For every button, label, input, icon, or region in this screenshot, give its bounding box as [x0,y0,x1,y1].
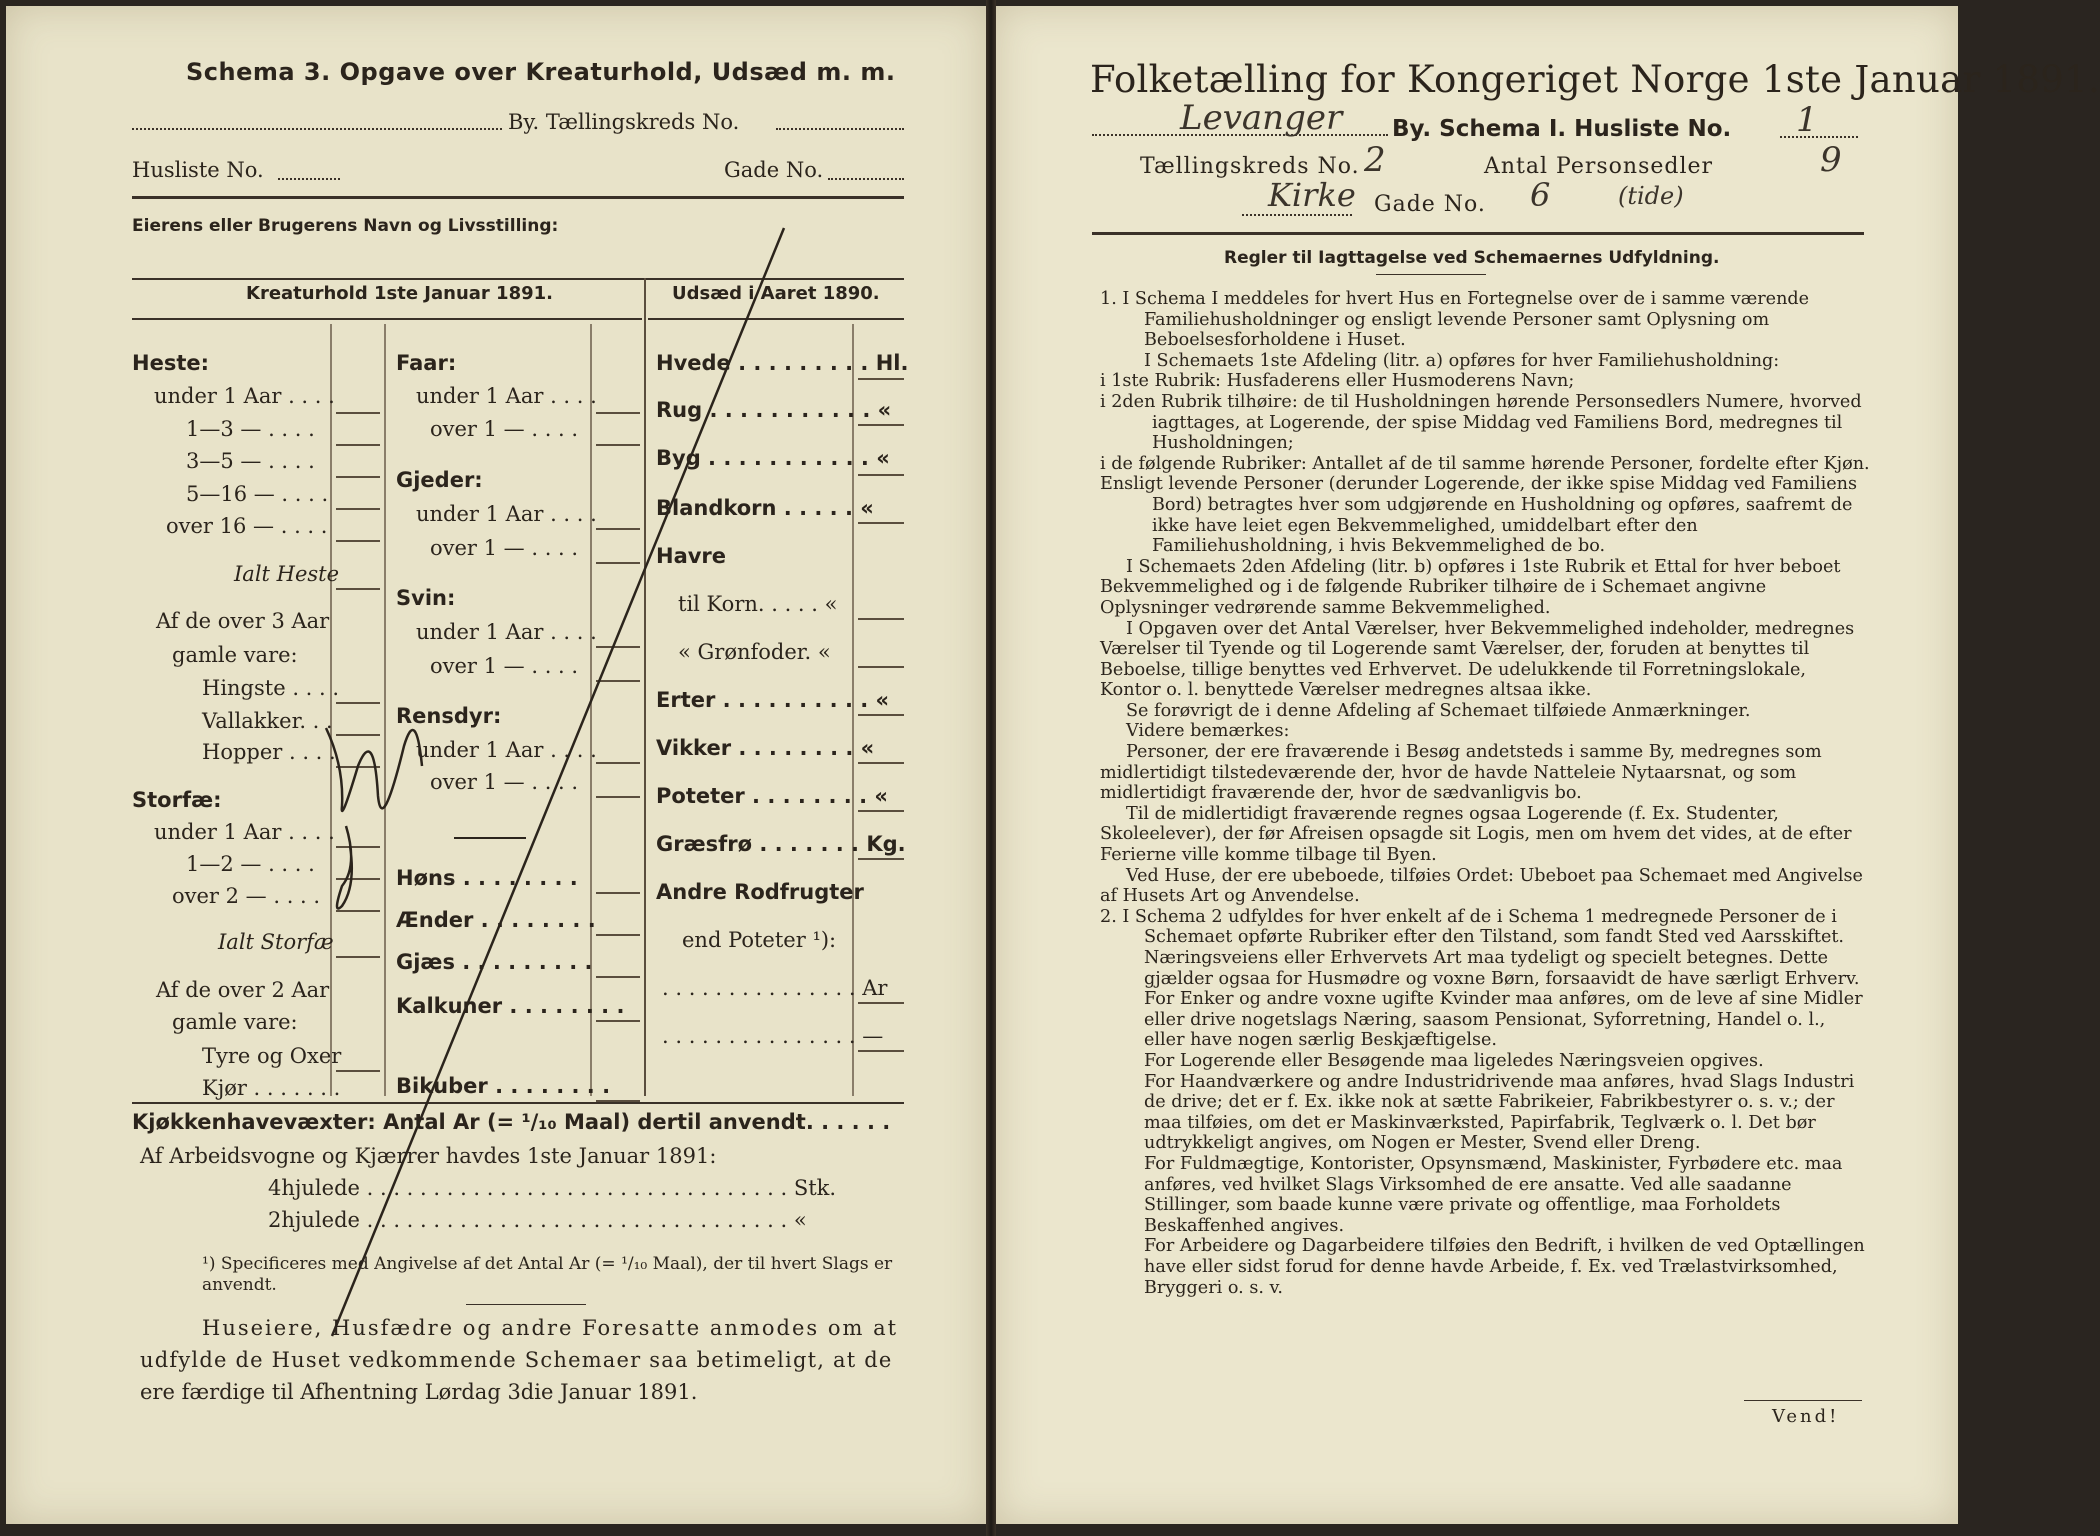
rule-paragraph: Ensligt levende Personer (derunder Logerende, der ikke spise Middag ved Familiens Bord) betragtes hver som udgjørende en Husholdning og opføres, saafremt de ikke have leiet egen Bekvemmelighed, umiddelbart efter den Familiehusholdning, i hvis Bekvemmelighed de bo. [1100,474,1857,557]
right-page-schema-1 [996,6,2100,1524]
crop-row: Byg . . . . . . . . . . . « [656,446,890,470]
to-hjulede: 2hjulede . . . . . . . . . . . . . . . . . . . . . . . . . . . . . . . . « [268,1208,807,1232]
kjokken-text: Kjøkkenhavevæxter: Antal Ar (= ¹/₁₀ Maal) dertil anvendt. . . . . . [132,1110,891,1134]
fire-hjulede: 4hjulede . . . . . . . . . . . . . . . . . . . . . . . . . . . . . . . . Stk. [268,1176,837,1200]
right-line2b: Antal Personsedler [1484,154,1714,179]
rule-paragraph: Personer, der ere fraværende i Besøg andetsteds i samme By, medregnes som midlertidigt tilstedeværende der, hvor de havde Natteleie Nytaarsnat, og som midlertidigt fraværende der, hvor de sædvanligvis bo. [1100,742,1822,804]
pen-cancel-stroke [6,6,986,1524]
crop-row: . . . . . . . . . . . . . . . — [662,1024,884,1048]
husliste-label: Husliste No. [132,158,264,182]
rule-paragraph: i de følgende Rubriker: Antallet af de til samme hørende Personer, fordelte efter Kjøn. [1100,453,1870,474]
rule-paragraph: For Arbeidere og Dagarbeidere tilføies den Bedrift, i hvilken de ved Optællingen have eller sidst forud for denne havde Arbeide, f. Ex. ved Trælastvirksomhed, Bryggeri o. s. v. [1144,1236,1865,1298]
crop-row: Blandkorn . . . . . « [656,496,874,520]
hw-antal: 9 [1820,140,1842,180]
left-page-schema-3 [6,6,986,1524]
vend-label: Vend! [1772,1406,1840,1427]
hw-extra: (tide) [1618,182,1684,210]
crop-row: Poteter . . . . . . . . « [656,784,888,808]
crop-row: Hvede . . . . . . . . . Hl. [656,351,909,375]
svin-row: over 1 — . . . . [430,654,579,678]
arbeids-line: Af Arbeidsvogne og Kjærrer havdes 1ste Januar 1891: [140,1144,717,1168]
hw-by: Levanger [1180,98,1343,138]
storfae-sub: Kjør . . . . . . . [202,1076,341,1100]
rensdyr-row: under 1 Aar . . . . [416,738,597,762]
col-head-udsaed: Udsæd i Aaret 1890. [672,283,880,304]
heste-row: 1—3 — . . . . [186,417,315,441]
gade-label: Gade No. [724,158,824,182]
crop-row: Andre Rodfrugter [656,880,864,904]
crop-row: Rug . . . . . . . . . . . « [656,398,892,422]
closing-line: ere færdige til Afhentning Lørdag 3die Januar 1891. [140,1380,698,1404]
left-heading: Schema 3. Opgave over Kreaturhold, Udsæd m. m. [186,58,896,86]
rule-paragraph: i 2den Rubrik tilhøire: de til Husholdningen hørende Personsedlers Numere, hvorved iagttages, at Logerende, der spise Middag ved Familiens Bord, medregnes til Husholdningen; [1100,391,1862,454]
rule-paragraph: I Schemaets 1ste Afdeling (litr. a) opføres for hver Familiehusholdning: [1144,350,1780,371]
storfae-row: 1—2 — . . . . [186,852,315,876]
hw-gadeno: 6 [1530,176,1551,214]
right-line3: Gade No. [1374,192,1486,217]
storfae-title: Storfæ: [132,788,222,812]
gjeder-row: over 1 — . . . . [430,536,579,560]
hw-kreds: 2 [1364,140,1386,180]
crop-row: end Poteter ¹): [682,928,837,952]
heste-row: under 1 Aar . . . . [154,384,335,408]
faar-title: Faar: [396,351,457,375]
rule-paragraph: 1. I Schema I meddeles for hvert Hus en Fortegnelse over de i samme værende Familiehusholdninger og ensligt levende Personer samt Oplysning om Beboelsesforholdene i Huset. [1100,289,1810,351]
storfae-total: Ialt Storfæ [218,930,334,954]
heste-row: 3—5 — . . . . [186,449,315,473]
crop-row: . . . . . . . . . . . . . . . Ar [662,976,888,1000]
right-line1: By. Schema I. Husliste No. [1392,116,1732,142]
closing-line: udfylde de Huset vedkommende Schemaer saa betimeligt, at de [140,1348,893,1372]
rule-paragraph: Næringsveiens eller Erhvervets Art maa tydeligt og specielt betegnes. Dette gjælder ogsaa for Husmødre og voxne Børn, forsaavidt de have særligt Erhverv. For Enker og andre voxne ugifte Kvinder maa anføres, om de leve af sine Midler eller drive nogetslags Næring, saasom Pensionat, Syforretning, Handel o. l., eller have nogen særlig Beskjæftigelse. [1144,948,1863,1051]
poultry-row: Gjæs . . . . . . . . . [396,950,593,974]
rule-paragraph: For Fuldmægtige, Kontorister, Opsynsmænd, Maskinister, Fyrbødere etc. maa anføres, ved hvilket Slags Virksomhed de ere ansatte. Ved alle saadanne Stillinger, som baade kunne være private og offentlige, maa Forholdets Beskaffenhed angives. [1144,1153,1843,1236]
right-line2a: Tællingskreds No. [1140,154,1360,179]
storfae-gamle: gamle vare: [172,1010,298,1034]
hw-gade: Kirke [1268,176,1356,214]
crop-row: « Grønfoder. « [678,640,831,664]
closing-line: Huseiere, Husfædre og andre Foresatte anmodes om at [202,1316,899,1340]
rule-paragraph: i 1ste Rubrik: Husfaderens eller Husmoderens Navn; [1100,371,1575,392]
svin-row: under 1 Aar . . . . [416,620,597,644]
poultry-row: Kalkuner . . . . . . . . [396,994,625,1018]
owner-label: Eierens eller Brugerens Navn og Livsstilling: [132,216,559,236]
rules-body [1100,289,1870,1298]
svin-title: Svin: [396,586,456,610]
heste-sub: Hopper . . . . [202,740,336,764]
poultry-row: Høns . . . . . . . . [396,866,578,890]
rule-paragraph: 2. I Schema 2 udfyldes for hver enkelt af de i Schema 1 medregnede Personer de i Schemaet opførte Rubriker efter den Tilstand, som fandt Sted ved Aarsskiftet. [1100,906,1845,948]
poultry-row: Ænder . . . . . . . . [396,908,596,932]
heste-sub: Vallakker. . . [202,709,333,733]
faar-row: under 1 Aar . . . . [416,384,597,408]
faar-row: over 1 — . . . . [430,417,579,441]
crop-row: Havre [656,544,727,568]
rule-paragraph: For Logerende eller Besøgende maa ligeledes Næringsveien opgives. [1144,1050,1764,1071]
rule-paragraph: Til de midlertidigt fraværende regnes ogsaa Logerende (f. Ex. Studenter, Skoleelever), der før Afreisen opsagde sit Logis, men om hvem det vides, at de efter Ferierne ville komme tilbage til Byen. [1100,803,1852,866]
rule-paragraph: Videre bemærkes: [1126,721,1290,742]
gjeder-row: under 1 Aar . . . . [416,502,597,526]
rule-paragraph: I Opgaven over det Antal Værelser, hver Bekvemmelighed indeholder, medregnes Værelser til Tyende og til Logerende samt Værelser, der, foruden at benyttes til Beboelse, tillige benyttes ved Erhvervet. De udelukkende til Forretningslokale, Kontor o. l. benyttede Værelser medregnes altsaa ikke. [1100,618,1855,701]
col-head-kreaturhold: Kreaturhold 1ste Januar 1891. [246,283,553,304]
right-title: Folketælling for Kongeriget Norge 1ste Januar 1891. [1090,58,2100,101]
storfae-row: over 2 — . . . . [172,884,321,908]
heste-row: over 16 — . . . . [166,514,328,538]
heste-gamle: gamle vare: [172,643,298,667]
footnote: ¹) Specificeres med Angivelse af det Antal Ar (= ¹/₁₀ Maal), der til hvert Slags er anvendt. [202,1254,893,1295]
crop-row: Erter . . . . . . . . . . « [656,688,890,712]
storfae-over2: Af de over 2 Aar [156,978,330,1002]
rule-paragraph: Ved Huse, der ere ubeboede, tilføies Ordet: Ubeboet paa Schemaet med Angivelse af Husets Art og Anvendelse. [1100,865,1863,907]
by-label: By. Tællingskreds No. [508,110,740,134]
rules-heading: Regler til Iagttagelse ved Schemaernes Udfyldning. [1224,248,1720,268]
storfae-sub: Tyre og Oxer [202,1044,342,1068]
crop-row: til Korn. . . . . « [678,592,838,616]
heste-total: Ialt Heste [234,562,340,586]
book-gutter [986,0,996,1536]
crop-row: Græsfrø . . . . . . . Kg. [656,832,906,856]
gjeder-title: Gjeder: [396,468,483,492]
heste-over3: Af de over 3 Aar [156,609,330,633]
storfae-row: under 1 Aar . . . . [154,820,335,844]
heste-row: 5—16 — . . . . [186,482,329,506]
rule-paragraph: I Schemaets 2den Afdeling (litr. b) opføres i 1ste Rubrik et Ettal for hver beboet Bekvemmelighed og i de følgende Rubriker tilhøire de i Schemaet angivne Oplysninger vedrørende samme Bekvemmelighed. [1100,556,1841,618]
hw-husliste: 1 [1796,100,1818,140]
rule-paragraph: For Haandværkere og andre Industridrivende maa anføres, hvad Slags Industri de drive; det er f. Ex. ikke nok at sætte Fabrikeier, Fabrikbestyrer o. s. v.; der maa tilføies, om det er Maskinværksted, Papirfabrik, Teglværk o. l. Det bør udtrykkeligt angives, om Nogen er Mester, Svend eller Dreng. [1144,1071,1855,1154]
heste-sub: Hingste . . . . [202,676,340,700]
poultry-row: Bikuber . . . . . . . . [396,1074,611,1098]
rule-paragraph: Se forøvrigt de i denne Afdeling af Schemaet tilføiede Anmærkninger. [1126,700,1751,721]
rensdyr-title: Rensdyr: [396,704,502,728]
heste-title: Heste: [132,351,209,375]
rensdyr-row: over 1 — . . . . [430,770,579,794]
crop-row: Vikker . . . . . . . . « [656,736,875,760]
